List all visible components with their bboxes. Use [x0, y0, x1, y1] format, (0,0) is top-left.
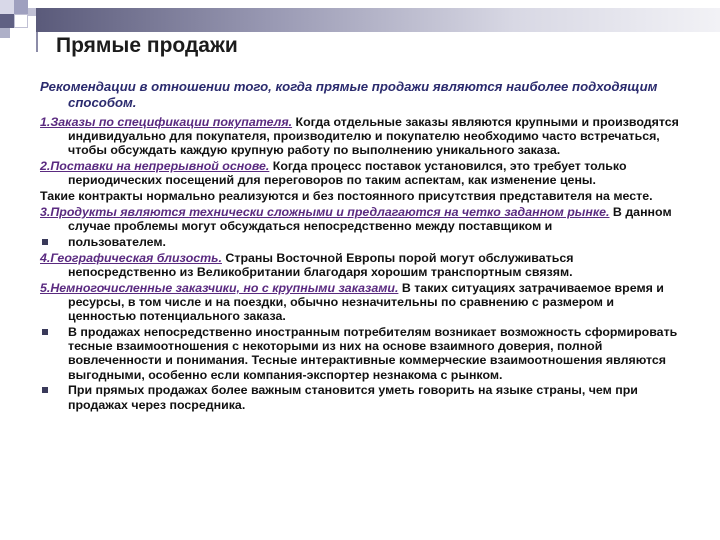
square-bullet-icon — [42, 329, 48, 335]
list-item — [40, 159, 680, 187]
decor-square — [28, 8, 36, 16]
bullet-item — [40, 325, 680, 382]
list-item — [40, 251, 680, 279]
item-text: В таких ситуациях затрачиваемое время и ресурсы, в том числе и на поездки, обычно незначительны по сравнению с размером и ценностью потенциального заказа. — [68, 280, 664, 324]
item-text: Такие контракты нормально реализуются и без постоянного присутствия представителя на месте. — [40, 189, 653, 204]
decor-square — [0, 14, 14, 28]
list-item — [40, 205, 680, 233]
bullet-item — [40, 383, 680, 411]
bullet-text: пользователем. — [68, 235, 166, 249]
lead-text: Рекомендации в отношении того, когда прямые продажи являются наиболее подходящим способом. — [40, 79, 658, 110]
decor-square — [14, 0, 28, 14]
slide-content — [40, 79, 680, 413]
item-heading: 2.Поставки на непрерывной основе. — [40, 159, 270, 174]
bullet-text: При прямых продажах более важным становится уметь говорить на языке страны, чем при продажах через посредника. — [68, 383, 638, 412]
square-bullet-icon — [42, 239, 48, 245]
decor-square — [0, 28, 10, 38]
item-heading: 5.Немногочисленные заказчики, но с крупными заказами. — [40, 280, 399, 295]
decor-square — [14, 14, 28, 28]
bullet-item — [40, 235, 680, 249]
item-heading: 3.Продукты являются технически сложными и предлагаются на четко заданном рынке. — [40, 205, 610, 219]
list-item — [40, 189, 680, 203]
header-divider — [36, 32, 38, 52]
decor-square — [0, 0, 14, 14]
list-item — [40, 115, 680, 158]
item-text: В данном случае проблемы могут обсуждаться непосредственно между поставщиком и — [68, 205, 672, 234]
item-text: Страны Восточной Европы порой могут обслуживаться непосредственно из Великобритании благодаря хорошим транспортным связям. — [68, 250, 574, 279]
square-bullet-icon — [42, 387, 48, 393]
list-item — [40, 281, 680, 324]
header-gradient-bar — [36, 8, 720, 32]
item-heading: 1.Заказы по спецификации покупателя. — [40, 115, 293, 129]
item-text: Когда отдельные заказы являются крупными и производятся индивидуально для покупателя, производителю и покупателю необходимо часто встречаться, чтобы обсуждать каждую крупную работу по выполнению уникального заказа. — [68, 115, 679, 158]
item-heading: 4.Географическая близость. — [40, 250, 222, 265]
item-text: Когда процесс поставок установился, это требует только периодических посещений для переговоров по таким аспектам, как изменение цены. — [68, 159, 627, 188]
bullet-text: В продажах непосредственно иностранным потребителям возникает возможность сформировать тесные взаимоотношения с некоторыми из них на основе взаимного доверия, полной вовлеченности и понимания. Тесные интерактивные коммерческие взаимоотношения являются выгодными, особенно если компания-экспортер незнакома с рынком. — [68, 325, 678, 382]
slide-title: Прямые продажи — [56, 34, 238, 57]
